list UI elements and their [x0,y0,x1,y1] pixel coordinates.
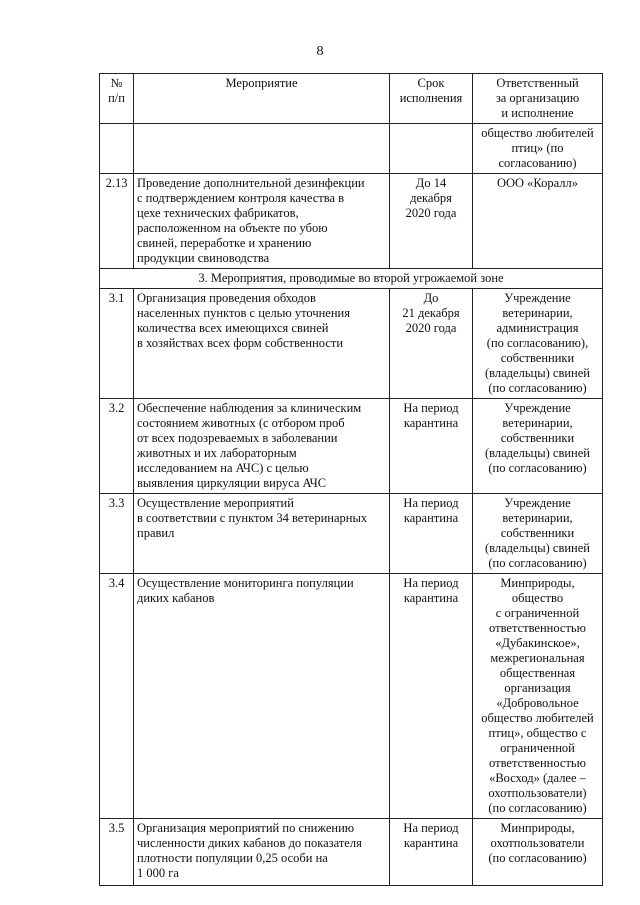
table-header-row [100,74,603,124]
cell-num [100,124,134,174]
page-number: 8 [316,44,324,59]
table-row [100,399,603,494]
cell-responsible: Учреждение ветеринарии, собственники (владельцы) свиней (по согласованию) [473,494,603,574]
cell-responsible: Учреждение ветеринарии, собственники (владельцы) свиней (по согласованию) [473,399,603,494]
header-term: Срок исполнения [390,74,473,124]
cell-term: На период карантина [390,494,473,574]
section-row [100,269,603,289]
header-responsible: Ответственный за организацию и исполнение [473,74,603,124]
cell-activity: Осуществление мониторинга популяции диких кабанов [134,574,390,819]
cell-responsible: Минприроды, общество с ограниченной ответственностью «Дубакинское», межрегиональная общественная организация «Добровольное общество любителей птиц», общество с ограниченной ответственностью «Восход» (далее – охотпользователи) (по согласованию) [473,574,603,819]
cell-activity [134,124,390,174]
header-num: № п/п [100,74,134,124]
cell-activity: Проведение дополнительной дезинфекции с подтверждением контроля качества в цехе технических фабрикатов, расположенном на объекте по убою свиней, переработке и хранению продукции свиноводства [134,174,390,269]
cell-responsible: ООО «Коралл» [473,174,603,269]
cell-responsible: общество любителей птиц» (по согласованию) [473,124,603,174]
cell-term: На период карантина [390,819,473,886]
cell-num: 3.2 [100,399,134,494]
cell-term: До 21 декабря 2020 года [390,289,473,399]
table-row [100,574,603,819]
cell-term: До 14 декабря 2020 года [390,174,473,269]
cell-term: На период карантина [390,399,473,494]
cell-num: 3.1 [100,289,134,399]
cell-num: 3.3 [100,494,134,574]
cell-activity: Обеспечение наблюдения за клиническим состоянием животных (с отбором проб от всех подозреваемых в заболевании животных и их лабораторным исследованием на АЧС) с целью выявления циркуляции вируса АЧС [134,399,390,494]
cell-term: На период карантина [390,574,473,819]
table-row [100,174,603,269]
cell-activity: Осуществление мероприятий в соответствии с пунктом 34 ветеринарных правил [134,494,390,574]
cell-term [390,124,473,174]
header-activity: Мероприятие [134,74,390,124]
cell-activity: Организация мероприятий по снижению численности диких кабанов до показателя плотности популяции 0,25 особи на 1 000 га [134,819,390,886]
cell-num: 3.4 [100,574,134,819]
cell-responsible: Учреждение ветеринарии, администрация (по согласованию), собственники (владельцы) свиней (по согласованию) [473,289,603,399]
table-row [100,819,603,886]
measures-table [99,73,603,886]
table-row [100,494,603,574]
table-row-continuation [100,124,603,174]
section-heading: 3. Мероприятия, проводимые во второй угрожаемой зоне [100,269,603,289]
cell-num: 3.5 [100,819,134,886]
cell-activity: Организация проведения обходов населенных пунктов с целью уточнения количества всех имеющихся свиней в хозяйствах всех форм собственности [134,289,390,399]
cell-responsible: Минприроды, охотпользователи (по согласованию) [473,819,603,886]
table-row [100,289,603,399]
cell-num: 2.13 [100,174,134,269]
